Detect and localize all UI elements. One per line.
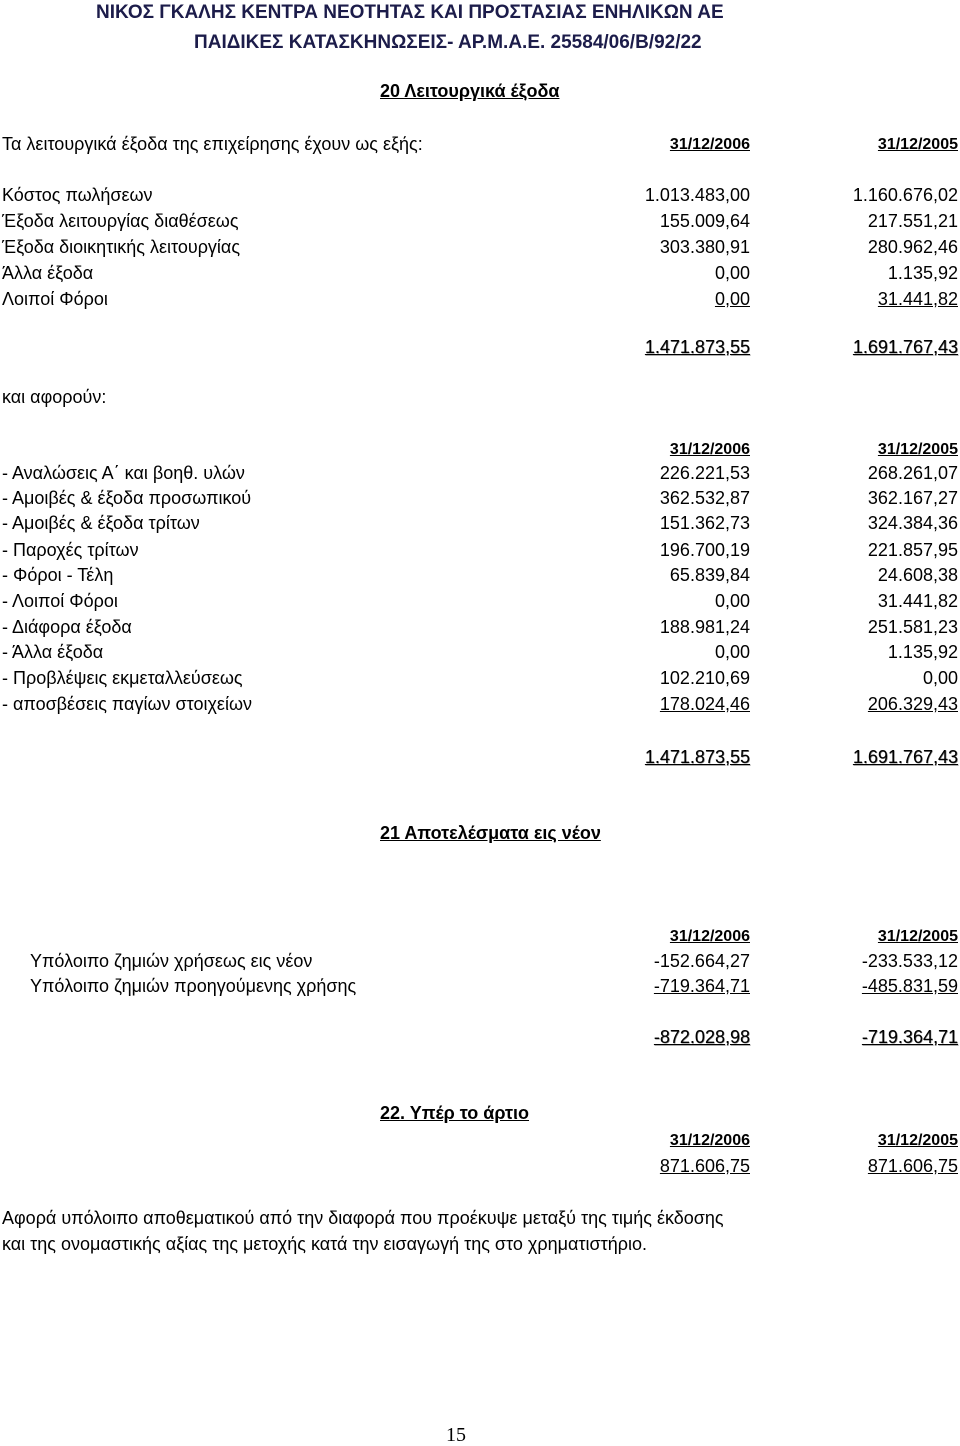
value-2006: 0,00 (714, 263, 750, 283)
column-header-2006: 31/12/2006 (669, 1132, 750, 1149)
value-2005: 221.857,95 (867, 540, 958, 560)
total-2005: -719.364,71 (861, 1027, 958, 1047)
value-2006: 178.024,46 (659, 694, 750, 714)
value-2006: 0,00 (714, 642, 750, 662)
value-2006: 151.362,73 (659, 513, 750, 533)
row-label: - Διάφορα έξοδα (2, 617, 132, 637)
value-2006: 0,00 (714, 591, 750, 611)
column-header-2006: 31/12/2006 (669, 441, 750, 458)
value-2005: 1.135,92 (887, 263, 958, 283)
value-2005: 206.329,43 (867, 694, 958, 714)
row-label: - Προβλέψεις εκμεταλλεύσεως (2, 668, 243, 688)
section-20-title: 20 Λειτουργικά έξοδα (380, 81, 560, 101)
row-label: - Αμοιβές & έξοδα τρίτων (2, 513, 200, 533)
column-header-2006: 31/12/2006 (669, 928, 750, 945)
section-21-title: 21 Αποτελέσματα εις νέον (380, 823, 601, 843)
total-2006: 1.471.873,55 (644, 337, 750, 357)
row-label: Έξοδα λειτουργίας διαθέσεως (2, 211, 239, 231)
total-2005: 1.691.767,43 (852, 337, 958, 357)
value-2005: 31.441,82 (877, 289, 958, 309)
value-2005: 0,00 (922, 668, 958, 688)
share-premium-2006: 871.606,75 (659, 1156, 750, 1176)
value-2005: 324.384,36 (867, 513, 958, 533)
row-label: Έξοδα διοικητικής λειτουργίας (2, 237, 241, 257)
row-label: Υπόλοιπο ζημιών προηγούμενης χρήσης (30, 976, 357, 996)
total-2005: 1.691.767,43 (852, 747, 958, 767)
share-premium-2005: 871.606,75 (867, 1156, 958, 1176)
value-2005: 362.167,27 (867, 488, 958, 508)
value-2006: 362.532,87 (659, 488, 750, 508)
value-2005: 1.135,92 (887, 642, 958, 662)
value-2006: 155.009,64 (659, 211, 750, 231)
row-label: - αποσβέσεις παγίων στοιχείων (2, 694, 252, 714)
value-2005: -485.831,59 (861, 976, 958, 996)
value-2006: 303.380,91 (659, 237, 750, 257)
row-label: - Αμοιβές & έξοδα προσωπικού (2, 488, 252, 508)
value-2006: 188.981,24 (659, 617, 750, 637)
row-label: Λοιποί Φόροι (2, 289, 108, 309)
value-2005: 251.581,23 (867, 617, 958, 637)
page-number: 15 (446, 1424, 466, 1446)
section-22-title: 22. Υπέρ το άρτιο (380, 1103, 530, 1123)
value-2005: 217.551,21 (867, 211, 958, 231)
value-2005: 268.261,07 (867, 463, 958, 483)
value-2005: 1.160.676,02 (852, 185, 958, 205)
company-name-line: ΝΙΚΟΣ ΓΚΑΛΗΣ ΚΕΝΤΡΑ ΝΕΟΤΗΤΑΣ ΚΑΙ ΠΡΟΣΤΑΣΙΑΣ ΕΝΗΛΙΚΩΝ ΑΕ (96, 2, 724, 23)
total-2006: 1.471.873,55 (644, 747, 750, 767)
value-2006: 102.210,69 (659, 668, 750, 688)
column-header-2006: 31/12/2006 (669, 136, 750, 153)
total-2006: -872.028,98 (653, 1027, 750, 1047)
note-line-2: και της ονομαστικής αξίας της μετοχής κατά την εισαγωγή της στο χρηματιστήριο. (2, 1234, 647, 1254)
section-20-intro: Τα λειτουργικά έξοδα της επιχείρησης έχουν ως εξής: (2, 134, 423, 154)
column-header-2005: 31/12/2005 (877, 1132, 958, 1149)
row-label: Κόστος πωλήσεων (2, 185, 153, 205)
value-2005: 280.962,46 (867, 237, 958, 257)
row-label: - Άλλα έξοδα (2, 642, 104, 662)
column-header-2005: 31/12/2005 (877, 441, 958, 458)
company-registration-line: ΠΑΙΔΙΚΕΣ ΚΑΤΑΣΚΗΝΩΣΕΙΣ- ΑΡ.Μ.Α.Ε. 25584/06/Β/92/22 (194, 32, 702, 53)
note-line-1: Αφορά υπόλοιπο αποθεματικού από την διαφορά που προέκυψε μεταξύ της τιμής έκδοσης (2, 1208, 724, 1228)
column-header-2005: 31/12/2005 (877, 136, 958, 153)
row-label: - Παροχές τρίτων (2, 540, 139, 560)
value-2006: 226.221,53 (659, 463, 750, 483)
value-2005: 31.441,82 (877, 591, 958, 611)
value-2006: 196.700,19 (659, 540, 750, 560)
value-2006: -719.364,71 (653, 976, 750, 996)
row-label: - Αναλώσεις Α΄ και βοηθ. υλών (2, 463, 245, 483)
value-2006: 1.013.483,00 (644, 185, 750, 205)
row-label: Άλλα έξοδα (2, 263, 94, 283)
value-2006: -152.664,27 (653, 951, 750, 971)
row-label: Υπόλοιπο ζημιών χρήσεως εις νέον (30, 951, 313, 971)
column-header-2005: 31/12/2005 (877, 928, 958, 945)
row-label: - Φόροι - Τέλη (2, 565, 114, 585)
row-label: - Λοιποί Φόροι (2, 591, 118, 611)
value-2005: -233.533,12 (861, 951, 958, 971)
value-2005: 24.608,38 (877, 565, 958, 585)
value-2006: 65.839,84 (669, 565, 750, 585)
value-2006: 0,00 (714, 289, 750, 309)
concern-label: και αφορούν: (2, 387, 107, 407)
